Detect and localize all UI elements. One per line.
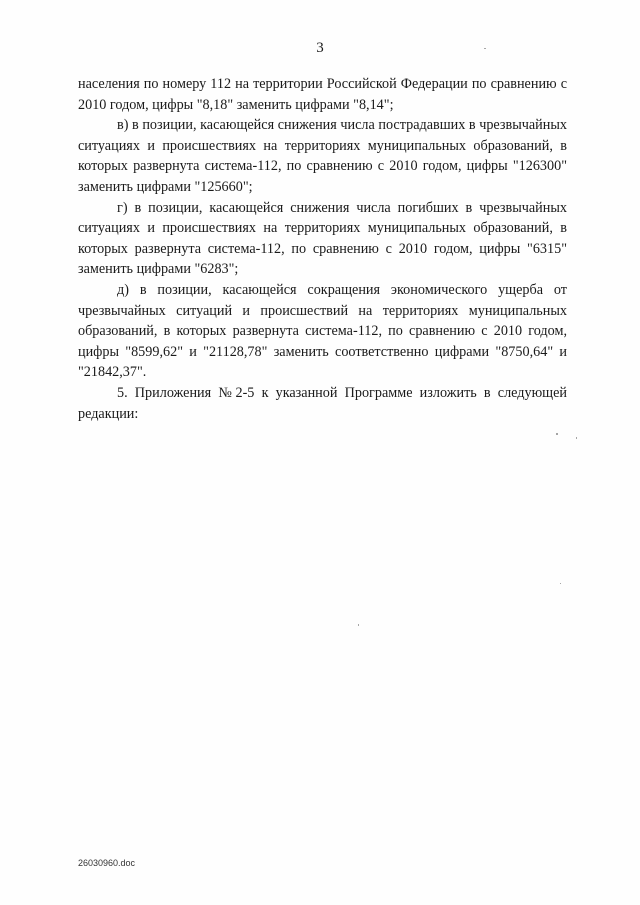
scan-speck: [576, 437, 577, 439]
paragraph-item-5: 5. Приложения №2-5 к указанной Программе изложить в следующей редакции:: [78, 384, 567, 422]
scan-speck: [358, 624, 359, 626]
paragraph-item-d: д) в позиции, касающейся сокращения экономического ущерба от чрезвычайных ситуаций и происшествий на территориях муниципальных образований, в которых развернута система-112, по сравнению с 2010 годом, цифры "8599,62" и "21128,78" заменить соответственно цифрами "8750,64" и "21842,37".: [78, 281, 567, 381]
footer-file-name: 26030960.doc: [78, 858, 136, 868]
page-number: 3: [316, 40, 324, 56]
paragraph-item-v: в) в позиции, касающейся снижения числа пострадавших в чрезвычайных ситуациях и происшествиях на территориях муниципальных образований, в которых развернута система-112, по сравнению с 2010 годом, цифры "126300" заменить цифрами "125660";: [78, 117, 567, 195]
scan-speck: [560, 583, 561, 584]
document-body: [78, 74, 567, 424]
scan-speck: [556, 433, 558, 435]
paragraph-item-g: г) в позиции, касающейся снижения числа погибших в чрезвычайных ситуациях и происшествиях на территориях муниципальных образований, в которых развернута система-112, по сравнению с 2010 годом, цифры "6315" заменить цифрами "6283";: [78, 199, 567, 278]
scan-speck: [484, 48, 486, 49]
paragraph-continuation: населения по номеру 112 на территории Российской Федерации по сравнению с 2010 годом, цифры "8,18" заменить цифрами "8,14";: [78, 76, 567, 113]
